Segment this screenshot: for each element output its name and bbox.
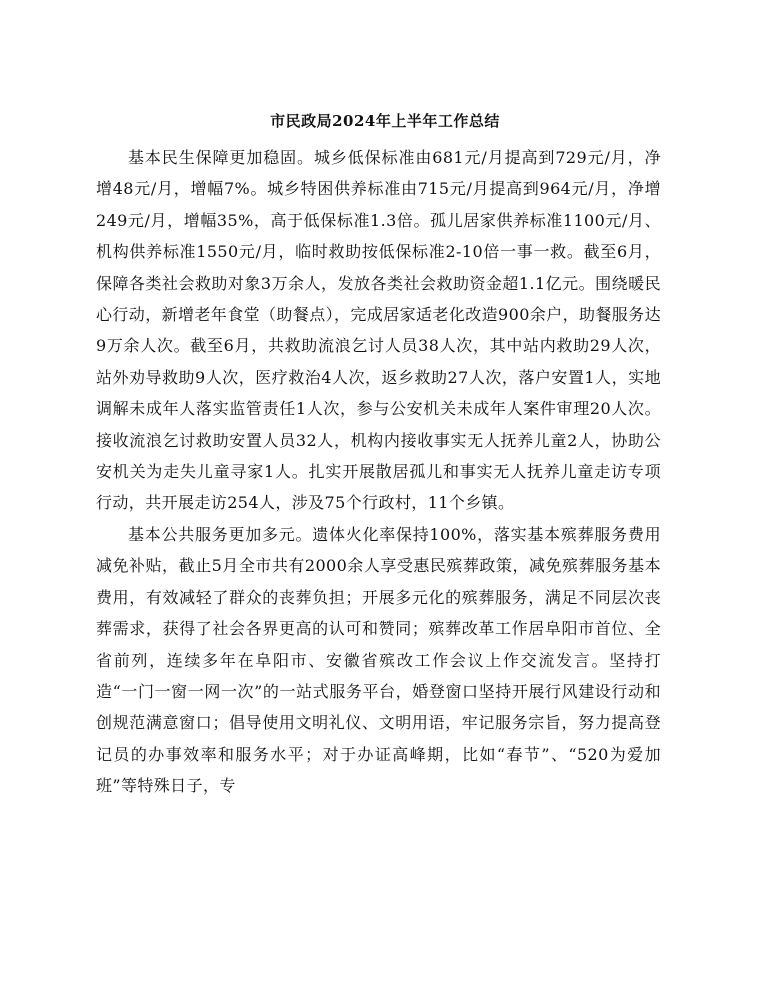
paragraph-public-services: 基本公共服务更加多元。遗体火化率保持100%，落实基本殡葬服务费用减免补贴，截止5月全市共有2000余人享受惠民殡葬政策，减免殡葬服务基本费用，有效减轻了群众的丧葬负担；开展多元化的殡葬服务，满足不同层次丧葬需求，获得了社会各界更高的认可和赞同；殡葬改革工作居阜阳市首位、全省前列，连续多年在阜阳市、安徽省殡改工作会议上作交流发言。坚持打造“一门一窗一网一次”的一站式服务平台，婚登窗口坚持开展行风建设行动和创规范满意窗口；倡导使用文明礼仪、文明用语，牢记服务宗旨，努力提高登记员的办事效率和服务水平；对于办证高峰期，比如“春节”、“520为爱加班”等特殊日子，专 xyxy=(96,524,661,796)
document-body xyxy=(96,142,661,802)
document-title: 市民政局2024年上半年工作总结 xyxy=(270,112,500,130)
paragraph-basic-livelihood: 基本民生保障更加稳固。城乡低保标准由681元/月提高到729元/月，净增48元/月，增幅7%。城乡特困供养标准由715元/月提高到964元/月，净增249元/月，增幅35%，高于低保标准1.3倍。孤儿居家供养标准1100元/月、机构供养标准1550元/月，临时救助按低保标准2-10倍一事一救。截至6月，保障各类社会救助对象3万余人，发放各类社会救助资金超1.1亿元。围绕暖民心行动，新增老年食堂（助餐点），完成居家适老化改造900余户，助餐服务达9万余人次。截至6月，共救助流浪乞讨人员38人次，其中站内救助29人次，站外劝导救助9人次，医疗救治4人次，返乡救助27人次，落户安置1人，实地调解未成年人落实监管责任1人次，参与公安机关未成年人案件审理20人次。接收流浪乞讨救助安置人员32人，机构内接收事实无人抚养儿童2人，协助公安机关为走失儿童寻家1人。扎实开展散居孤儿和事实无人抚养儿童走访专项行动，共开展走访254人，涉及75个行政村，11个乡镇。 xyxy=(96,148,661,513)
